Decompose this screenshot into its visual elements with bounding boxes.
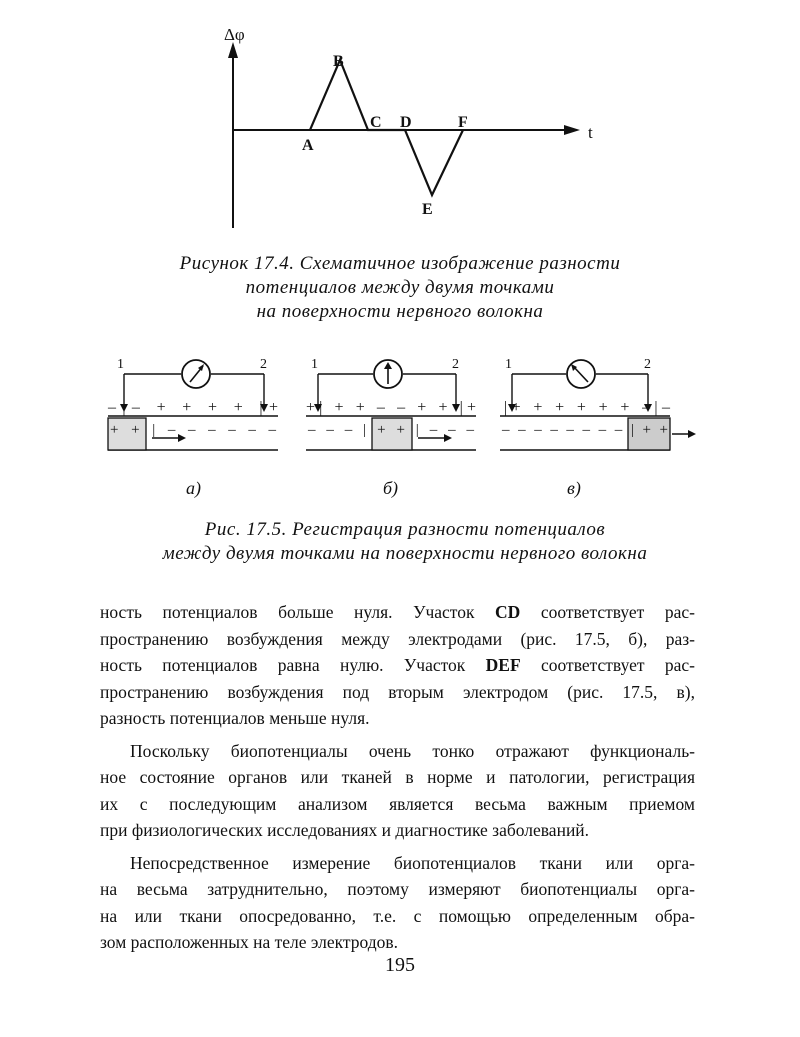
panel-c-label: в) (567, 478, 581, 498)
panel-a-diagram (107, 357, 278, 450)
point-label-c: C (370, 114, 382, 131)
body-text (100, 599, 695, 956)
x-axis-label: t (588, 123, 593, 142)
panel-a-label: а) (186, 478, 201, 498)
point-label-d: D (400, 114, 412, 131)
caption-line: Рис. 17.5. Регистрация разности потенциалов (204, 519, 606, 540)
figure-17-5-caption (100, 518, 710, 566)
text-line: пространению возбуждения между электродами (рис. 17.5, б), раз- (100, 628, 695, 649)
membrane-bottom-charges: – – – – – – – – | + + (502, 422, 668, 438)
point-label-f: F (458, 114, 468, 131)
point-label-a: A (302, 137, 314, 154)
electrode-2-label: 2 (644, 357, 651, 372)
text-line: зом расположенных на теле электродов. (100, 932, 399, 952)
text-line: разность потенциалов меньше нуля. (100, 708, 370, 728)
membrane-top-charges: +| + + – – + + |+ (306, 399, 476, 416)
page-number: 195 (385, 954, 415, 976)
membrane-bottom-charges: – – – | + + | – – – (308, 422, 474, 438)
y-axis-arrow (228, 42, 238, 58)
potential-waveform (310, 60, 463, 195)
membrane-bottom-charges: + + | – – – – – – (110, 422, 276, 438)
text-line: Поскольку биопотенциалы очень тонко отражают функциональ- (130, 740, 695, 761)
figure-17-4-caption (90, 252, 710, 324)
electrode-1-label: 1 (505, 357, 512, 372)
text-line: на или ткани опосредованно, т.е. с помощью определенным обра- (100, 905, 695, 926)
text-line: их с последующим анализом является весьма важным приемом (100, 793, 695, 814)
text-line: ность потенциалов равна нулю. Участок DEF соответствует рас- (100, 655, 695, 675)
electrode-1-label: 1 (117, 357, 124, 372)
caption-line: между двумя точками на поверхности нервного волокна (162, 543, 648, 564)
text-line: при физиологических исследованиях и диагностике заболеваний. (100, 820, 590, 840)
paragraph (100, 599, 695, 732)
paragraph (100, 850, 695, 956)
caption-line: на поверхности нервного волокна (256, 301, 544, 322)
text-line: пространению возбуждения под вторым электродом (рис. 17.5, в), (100, 681, 695, 702)
figure-17-5-diagram (0, 350, 800, 465)
figure-17-4-graph (0, 0, 800, 240)
text-line: Непосредственное измерение биопотенциалов ткани или орга- (130, 852, 695, 873)
paragraph (100, 738, 695, 844)
text-line: ное состояние органов или тканей в норме и патологии, регистрация (100, 767, 695, 787)
membrane-top-charges: –|– + + + + |+ (108, 399, 278, 416)
panel-b-label: б) (383, 478, 399, 498)
panel-c-diagram (500, 357, 696, 450)
y-axis-label: Δφ (224, 25, 245, 44)
text-line: ность потенциалов больше нуля. Участок CD соответствует рас- (100, 602, 695, 622)
x-axis-arrow (564, 125, 580, 135)
panel-b-diagram (306, 357, 476, 450)
electrode-2-label: 2 (260, 357, 267, 372)
caption-line: потенциалов между двумя точками (245, 277, 555, 298)
electrode-2-label: 2 (452, 357, 459, 372)
text-line: на весьма затруднительно, поэтому измеряют биопотенциалы орга- (100, 879, 695, 899)
caption-line: Рисунок 17.4. Схематичное изображение разности (179, 253, 621, 274)
electrode-1-label: 1 (311, 357, 318, 372)
point-label-b: B (333, 53, 344, 70)
membrane-top-charges: |+ + + + + + –|– (504, 399, 670, 416)
point-label-e: E (422, 201, 433, 218)
